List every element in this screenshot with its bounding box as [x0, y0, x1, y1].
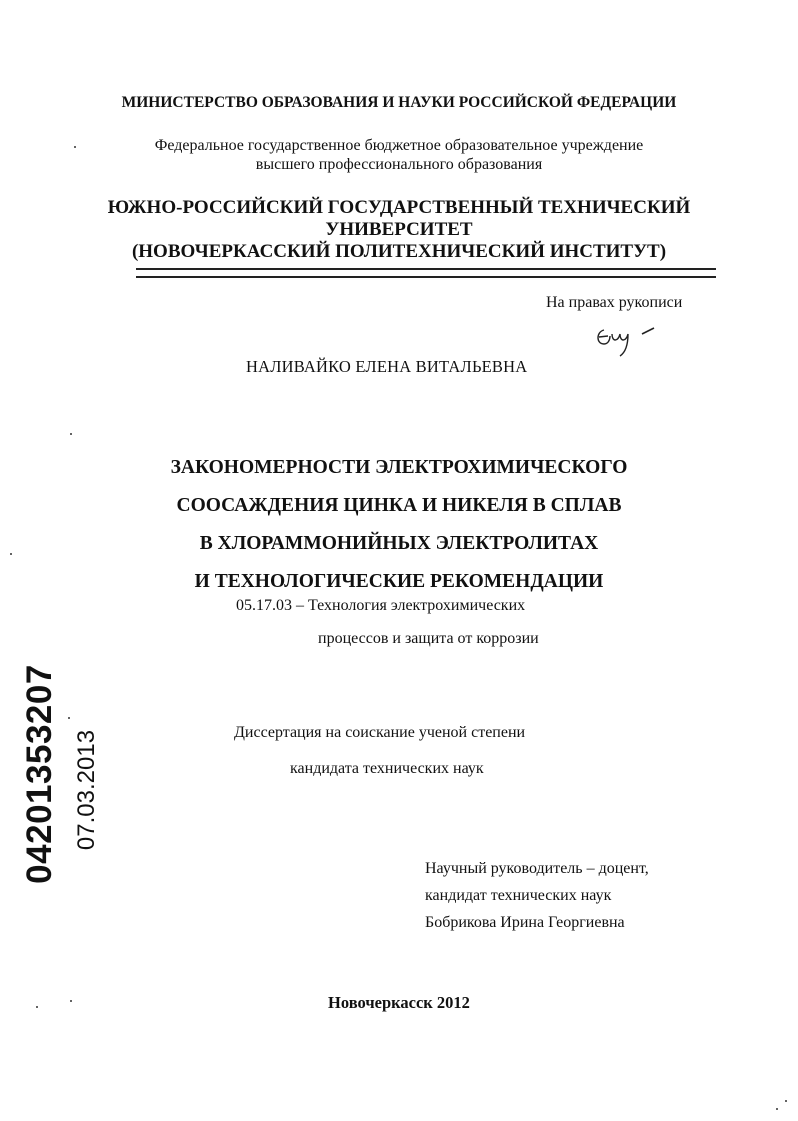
supervisor-line-2: кандидат технических наук [425, 887, 612, 904]
degree-line-1: Диссертация на соискание ученой степени [234, 724, 526, 741]
scan-speck [74, 146, 76, 148]
scan-speck [785, 1100, 787, 1102]
supervisor-line-1: Научный руководитель – доцент, [425, 860, 649, 877]
specialty-line-1: 05.17.03 – Технология электрохимических [236, 597, 526, 614]
dissertation-title [0, 449, 798, 601]
supervisor-line-3: Бобрикова Ирина Георгиевна [425, 914, 625, 931]
scan-speck [70, 433, 72, 435]
signature [590, 318, 670, 358]
scan-speck [68, 717, 70, 719]
divider-rule-bottom [136, 276, 716, 278]
library-stamp-date: 07.03.2013 [73, 729, 100, 851]
author-name: НАЛИВАЙКО ЕЛЕНА ВИТАЛЬЕВНА [246, 357, 528, 376]
title-line-1: ЗАКОНОМЕРНОСТИ ЭЛЕКТРОХИМИЧЕСКОГО [170, 457, 628, 478]
institution-line-2: высшего профессионального образования [255, 156, 543, 173]
library-stamp-number: 04201353207 [20, 664, 59, 884]
university-line-3: (НОВОЧЕРКАССКИЙ ПОЛИТЕХНИЧЕСКИЙ ИНСТИТУТ) [131, 241, 667, 262]
title-line-2: СООСАЖДЕНИЯ ЦИНКА И НИКЕЛЯ В СПЛАВ [176, 495, 622, 516]
university-name [0, 197, 798, 263]
degree-line-2: кандидата технических наук [290, 760, 484, 777]
rights-note: На правах рукописи [546, 294, 683, 311]
specialty-line-2: процессов и защита от коррозии [318, 630, 539, 647]
divider-rule-top [136, 268, 716, 270]
scan-speck [70, 1000, 72, 1002]
university-line-1: ЮЖНО-РОССИЙСКИЙ ГОСУДАРСТВЕННЫЙ ТЕХНИЧЕСКИЙ [107, 197, 691, 218]
scan-speck [10, 553, 12, 555]
scan-speck [36, 1006, 38, 1008]
title-line-4: И ТЕХНОЛОГИЧЕСКИЕ РЕКОМЕНДАЦИИ [194, 571, 604, 592]
university-line-2: УНИВЕРСИТЕТ [325, 219, 473, 240]
city-year: Новочеркасск 2012 [328, 993, 470, 1012]
supervisor-block [425, 855, 649, 936]
ministry-header: МИНИСТЕРСТВО ОБРАЗОВАНИЯ И НАУКИ РОССИЙСКОЙ ФЕДЕРАЦИИ [121, 94, 677, 111]
institution-line-1: Федеральное государственное бюджетное образовательное учреждение [154, 137, 644, 154]
institution-name [0, 136, 798, 174]
title-line-3: В ХЛОРАММОНИЙНЫХ ЭЛЕКТРОЛИТАХ [199, 533, 599, 554]
scan-speck [776, 1108, 778, 1110]
